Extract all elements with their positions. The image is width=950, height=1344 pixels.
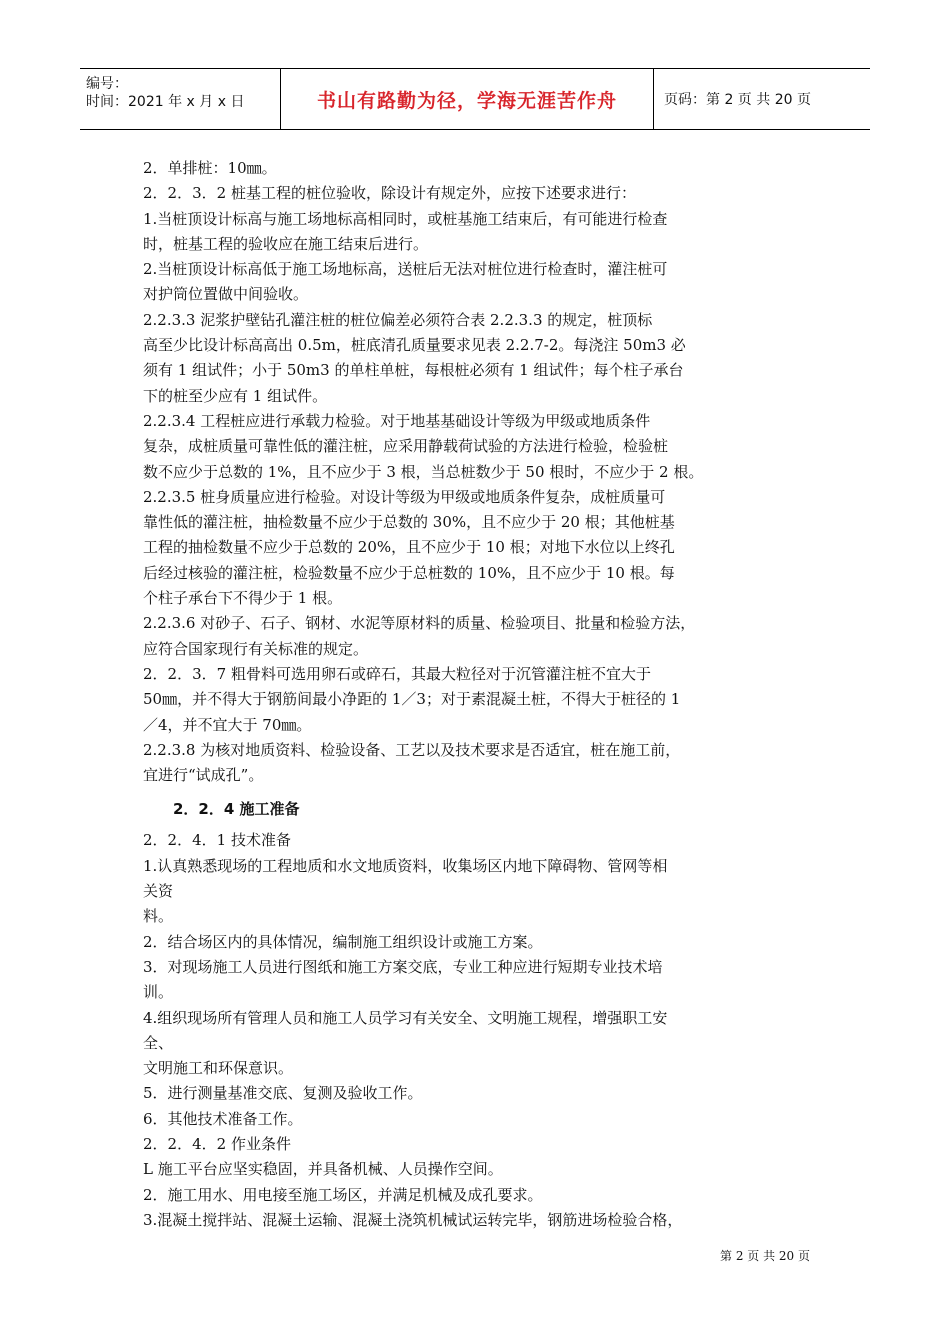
doc-number-label: 编号： xyxy=(86,76,128,92)
text-line: 2．2．3．2 桩基工程的桩位验收，除设计有规定外，应按下述要求进行： xyxy=(143,184,636,203)
text-line: 料。 xyxy=(143,907,174,926)
text-line: 2.2.3.5 桩身质量应进行检验。对设计等级为甲级或地质条件复杂，成桩质量可 xyxy=(143,487,666,506)
text-line: 5．进行测量基准交底、复测及验收工作。 xyxy=(143,1084,423,1103)
text-line: 关资 xyxy=(143,882,174,901)
text-line: 6．其他技术准备工作。 xyxy=(143,1109,303,1128)
text-line: 2.2.3.6 对砂子、石子、钢材、水泥等原材料的质量、检验项目、批量和检验方法， xyxy=(143,614,696,633)
text-line: 2.当桩顶设计标高低于施工场地标高，送桩后无法对桩位进行检查时，灌注桩可 xyxy=(143,260,668,279)
text-line: 靠性低的灌注桩，抽检数量不应少于总数的 30%，且不应少于 20 根；其他桩基 xyxy=(143,513,675,532)
text-line: 高至少比设计标高高出 0.5m，桩底清孔质量要求见表 2.2.7-2。每浇注 50m3 必 xyxy=(143,336,686,355)
header-page-cell xyxy=(654,69,870,129)
text-line: 1.当桩顶设计标高与施工场地标高相同时，或桩基施工结束后，有可能进行检查 xyxy=(143,209,668,228)
text-line: ／4，并不宜大于 70㎜。 xyxy=(143,715,312,734)
section-preparation xyxy=(143,828,808,1233)
doc-date-label: 时间：2021 年 x 月 x 日 xyxy=(86,94,245,110)
section-heading: 2．2．4 施工准备 xyxy=(173,800,300,819)
text-line: 3．对现场施工人员进行图纸和施工方案交底，专业工种应进行短期专业技术培 xyxy=(143,957,663,976)
text-line: 2．结合场区内的具体情况，编制施工组织设计或施工方案。 xyxy=(143,932,543,951)
header-motto: 书山有路勤为径，学海无涯苦作舟 xyxy=(316,89,617,112)
header-meta xyxy=(80,69,280,129)
page-header xyxy=(80,68,870,130)
text-line: 对护筒位置做中间验收。 xyxy=(143,285,309,304)
text-line: 文明施工和环保意识。 xyxy=(143,1059,294,1078)
text-line: 50㎜，并不得大于钢筋间最小净距的 1／3；对于素混凝土桩，不得大于桩径的 1 xyxy=(143,690,681,709)
text-line: 下的桩至少应有 1 组试件。 xyxy=(143,386,328,405)
text-line: 2．施工用水、用电接至施工场区，并满足机械及成孔要求。 xyxy=(143,1185,543,1204)
section-inspection xyxy=(143,156,808,788)
text-line: 2.2.3.8 为核对地质资料、检验设备、工艺以及技术要求是否适宜，桩在施工前， xyxy=(143,740,681,759)
text-line: 个柱子承台下不得少于 1 根。 xyxy=(143,589,343,608)
text-line: 时，桩基工程的验收应在施工结束后进行。 xyxy=(143,234,429,253)
text-line: 1.认真熟悉现场的工程地质和水文地质资料，收集场区内地下障碍物、管网等相 xyxy=(143,856,668,875)
text-line: 复杂，成桩质量可靠性低的灌注桩，应采用静载荷试验的方法进行检验，检验桩 xyxy=(143,437,669,456)
text-line: 宜进行“试成孔”。 xyxy=(143,766,264,785)
document-body xyxy=(143,156,808,1233)
header-page-label: 页码：第 2 页 共 20 页 xyxy=(664,92,811,108)
text-line: 2.2.3.4 工程桩应进行承载力检验。对于地基基础设计等级为甲级或地质条件 xyxy=(143,411,651,430)
text-line: 2．单排桩：10㎜。 xyxy=(143,159,277,177)
text-line: 工程的抽检数量不应少于总数的 20%，且不应少于 10 根；对地下水位以上终孔 xyxy=(143,538,675,557)
text-line: 应符合国家现行有关标准的规定。 xyxy=(143,639,369,658)
text-line: 2．2．3．7 粗骨料可选用卵石或碎石，其最大粒径对于沉管灌注桩不宜大于 xyxy=(143,664,651,683)
page-footer: 第 2 页 共 20 页 xyxy=(720,1249,810,1263)
text-line: 3.混凝土搅拌站、混凝土运输、混凝土浇筑机械试运转完毕，钢筋进场检验合格， xyxy=(143,1210,683,1229)
text-line: 全、 xyxy=(143,1033,174,1052)
text-line: 须有 1 组试件；小于 50m3 的单柱单桩，每根桩必须有 1 组试件；每个柱子承台 xyxy=(143,361,684,380)
text-line: 数不应少于总数的 1%，且不应少于 3 根，当总桩数少于 50 根时，不应少于 2 根。 xyxy=(143,462,704,481)
text-line: 训。 xyxy=(143,983,174,1002)
text-line: 后经过核验的灌注桩，检验数量不应少于总桩数的 10%，且不应少于 10 根。每 xyxy=(143,563,675,582)
text-line: 2.2.3.3 泥浆护壁钻孔灌注桩的桩位偏差必须符合表 2.2.3.3 的规定，桩顶标 xyxy=(143,310,653,329)
text-line: L 施工平台应坚实稳固，并具备机械、人员操作空间。 xyxy=(143,1160,503,1179)
header-motto-cell xyxy=(280,69,654,129)
text-line: 2．2．4．2 作业条件 xyxy=(143,1134,291,1153)
text-line: 4.组织现场所有管理人员和施工人员学习有关安全、文明施工规程，增强职工安 xyxy=(143,1008,668,1027)
text-line: 2．2．4．1 技术准备 xyxy=(143,831,291,850)
